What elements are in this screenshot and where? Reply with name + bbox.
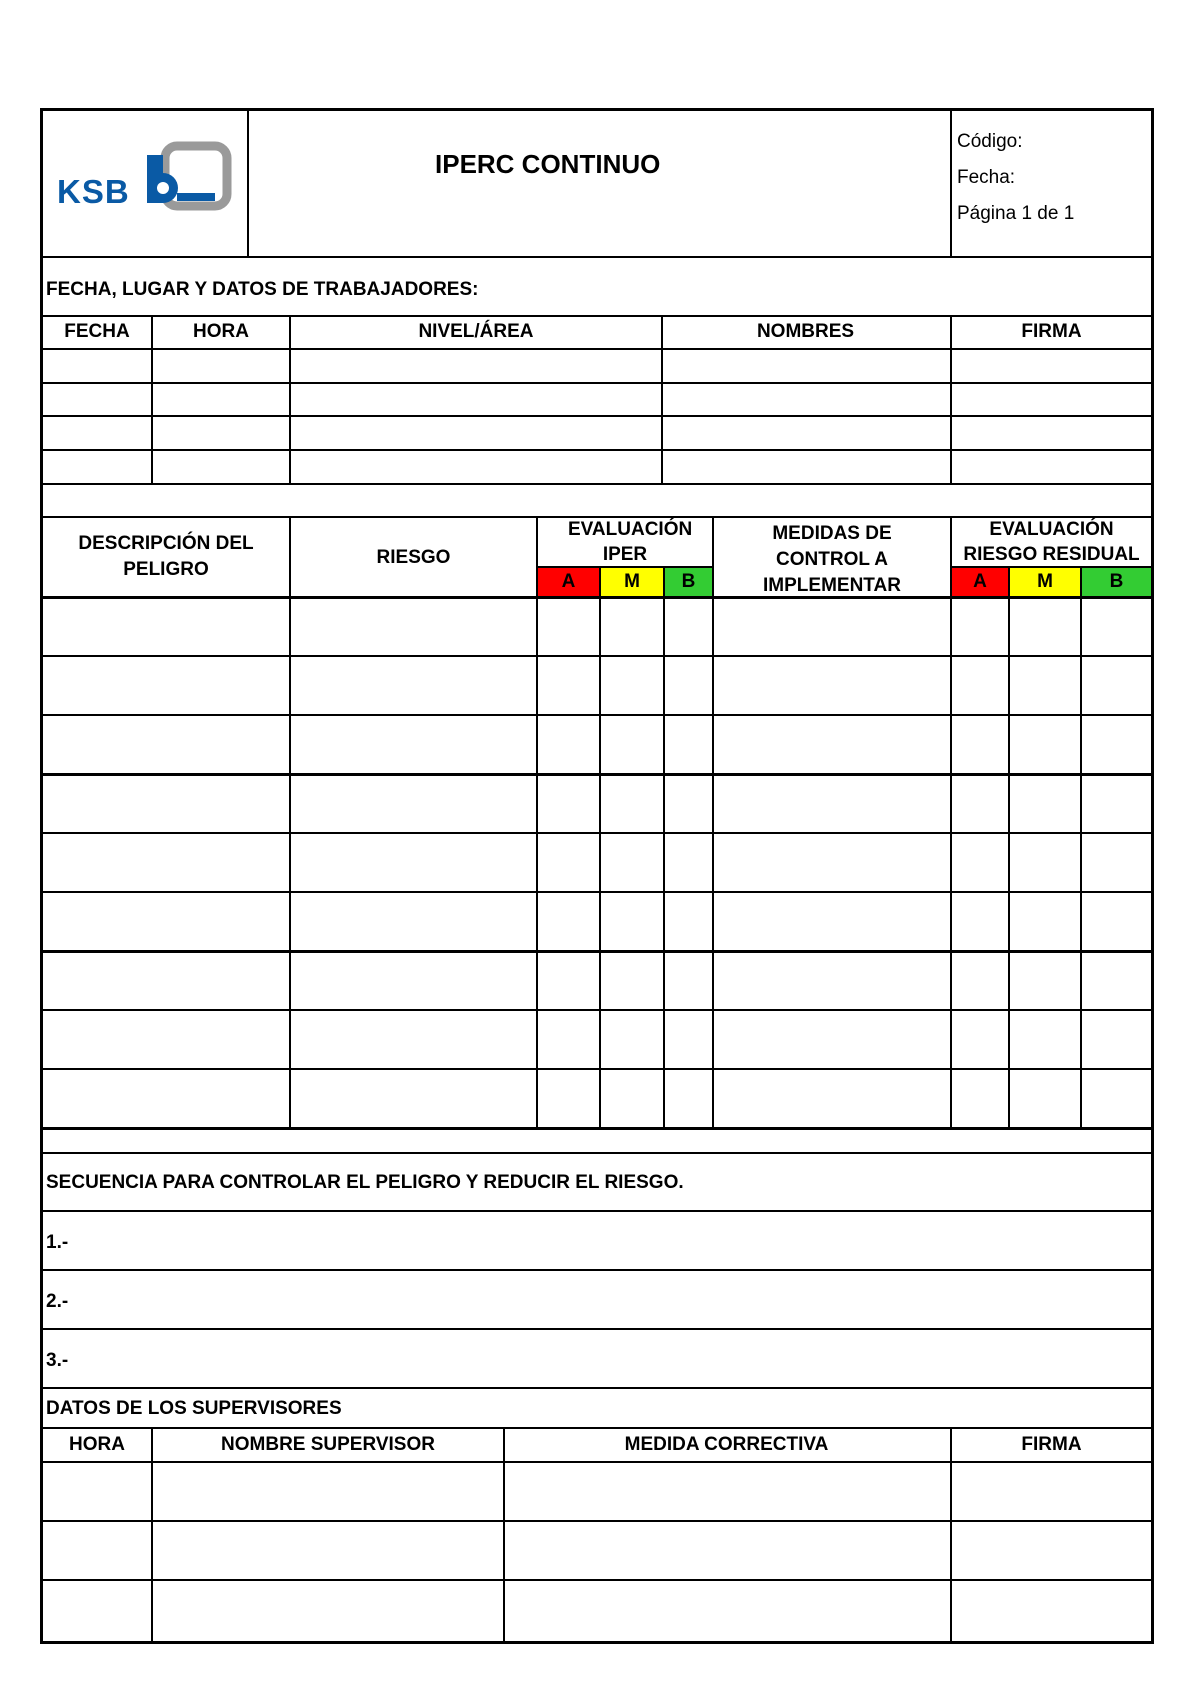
workers-col-fecha: FECHA xyxy=(64,321,130,342)
pagina-label: Página 1 de 1 xyxy=(957,203,1075,224)
iperc-form xyxy=(40,108,1154,1644)
iper-level-b: B xyxy=(665,568,712,596)
workers-col-nombres: NOMBRES xyxy=(756,321,855,342)
codigo-label: Código: xyxy=(957,131,1023,152)
workers-col-nivel: NIVEL/ÁREA xyxy=(418,321,534,342)
residual-level-a: A xyxy=(952,568,1008,596)
iper-level-m: M xyxy=(601,568,663,596)
sequence-item-2: 2.- xyxy=(46,1291,69,1312)
sequence-item-1: 1.- xyxy=(46,1232,69,1253)
supervisors-section-title: DATOS DE LOS SUPERVISORES xyxy=(46,1398,342,1419)
iper-level-a: A xyxy=(538,568,599,596)
supervisors-col-medida: MEDIDA CORRECTIVA xyxy=(624,1434,829,1455)
hazards-col-residual: EVALUACIÓN RIESGO RESIDUAL xyxy=(963,519,1140,565)
sequence-item-3: 3.- xyxy=(46,1350,69,1371)
sequence-title: SECUENCIA PARA CONTROLAR EL PELIGRO Y REDUCIR EL RIESGO. xyxy=(46,1172,684,1193)
ksb-logo-text: KSB xyxy=(57,173,130,210)
supervisors-col-hora: HORA xyxy=(69,1434,125,1455)
ksb-logo xyxy=(55,141,235,221)
hazards-col-medidas: MEDIDAS DE CONTROL A IMPLEMENTAR xyxy=(763,523,901,596)
ksb-b-icon xyxy=(147,141,233,213)
workers-col-firma: FIRMA xyxy=(1021,321,1082,342)
hazards-col-descripcion: DESCRIPCIÓN DEL PELIGRO xyxy=(78,533,254,580)
workers-col-hora: HORA xyxy=(193,321,249,342)
supervisors-col-firma: FIRMA xyxy=(1021,1434,1082,1455)
hazards-col-evaluacion: EVALUACIÓN IPER xyxy=(568,519,693,565)
residual-level-m: M xyxy=(1010,568,1080,596)
workers-section-title: FECHA, LUGAR Y DATOS DE TRABAJADORES: xyxy=(46,279,479,300)
form-title: IPERC CONTINUO xyxy=(435,149,661,179)
hazards-col-riesgo: RIESGO xyxy=(376,547,451,568)
residual-level-b: B xyxy=(1082,568,1151,596)
fecha-label: Fecha: xyxy=(957,167,1016,188)
supervisors-col-nombre: NOMBRE SUPERVISOR xyxy=(221,1434,435,1455)
